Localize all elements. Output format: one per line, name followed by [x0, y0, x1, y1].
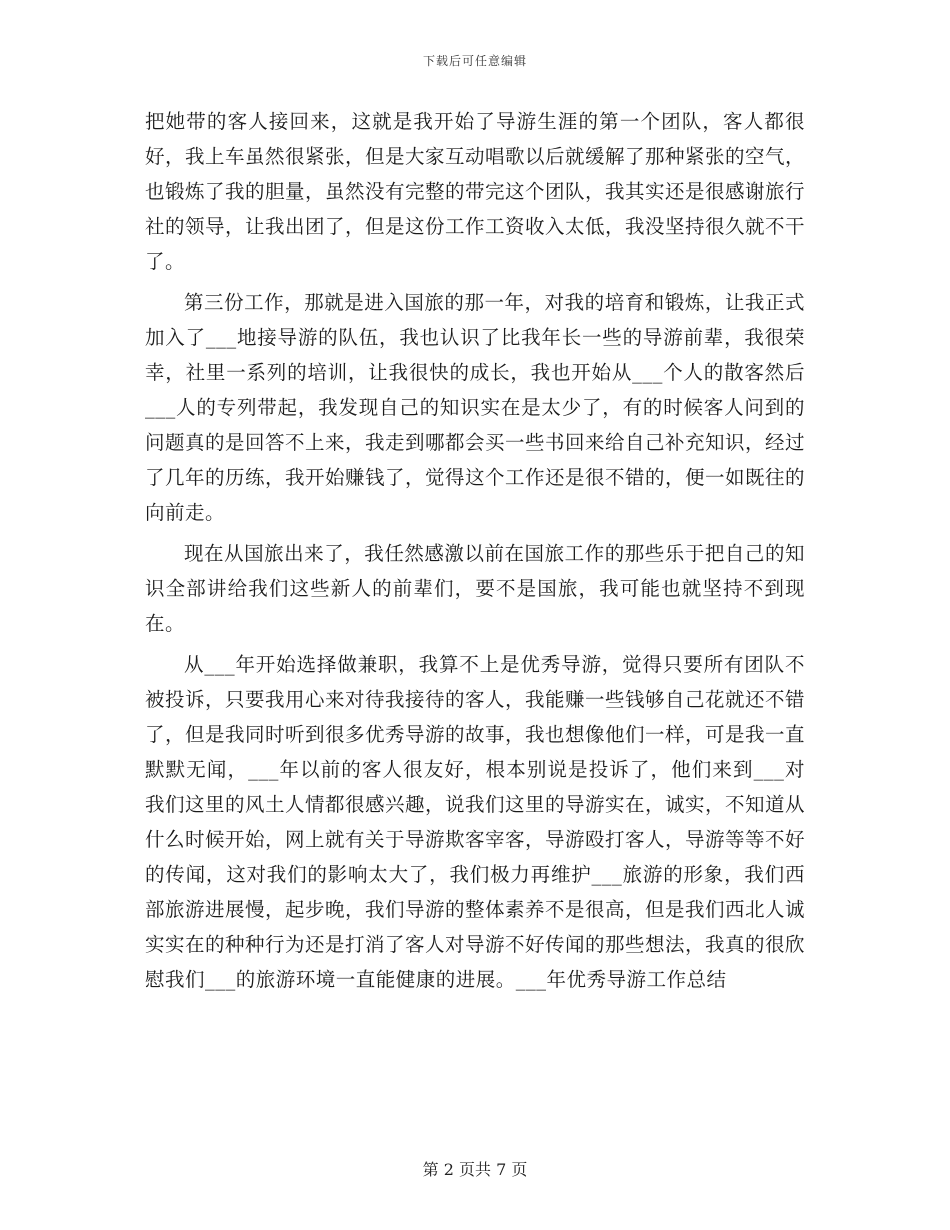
page-footer: 第 2 页共 7 页 [422, 1160, 528, 1179]
document-body [145, 104, 805, 1003]
paragraph-2: 第三份工作，那就是进入国旅的那一年，对我的培育和锻炼，让我正式加入了___地接导游的队伍，我也认识了比我年长一些的导游前辈，我很荣幸，社里一系列的培训，让我很快的成长，我也开始从___个人的散客然后___人的专列带起，我发现自己的知识实在是太少了，有的时候客人问到的问题真的是回答不上来，我走到哪都会买一些书回来给自己补充知识，经过了几年的历练，我开始赚钱了，觉得这个工作还是很不错的，便一如既往的向前走。 [145, 291, 806, 524]
paragraph-3: 现在从国旅出来了，我任然感激以前在国旅工作的那些乐于把自己的知识全部讲给我们这些新人的前辈们，要不是国旅，我可能也就坚持不到现在。 [145, 542, 805, 635]
paragraph-1: 把她带的客人接回来，这就是我开始了导游生涯的第一个团队，客人都很好，我上车虽然很紧张，但是大家互动唱歌以后就缓解了那种紧张的空气，也锻炼了我的胆量，虽然没有完整的带完这个团队，我其实还是很感谢旅行社的领导，让我出团了，但是这份工作工资收入太低，我没坚持很久就不干了。 [145, 110, 806, 273]
page-header: 下载后可任意编辑 [422, 54, 527, 68]
paragraph-4: 从___年开始选择做兼职，我算不上是优秀导游，觉得只要所有团队不被投诉，只要我用心来对待我接待的客人，我能赚一些钱够自己花就还不错了，但是我同时听到很多优秀导游的故事，我也想像他们一样，可是我一直默默无闻，___年以前的客人很友好，根本别说是投诉了，他们来到___对我们这里的风土人情都很感兴趣，说我们这里的导游实在，诚实，不知道从什么时候开始，网上就有关于导游欺客宰客，导游殴打客人，导游等等不好的传闻，这对我们的影响太大了，我们极力再维护___旅游的形象，我们西部旅游进展慢，起步晚，我们导游的整体素养不是很高，但是我们西北人诚实实在的种种行为还是打消了客人对导游不好传闻的那些想法，我真的很欣慰我们___的旅游环境一直能健康的进展。___年优秀导游工作总结 [145, 653, 806, 991]
